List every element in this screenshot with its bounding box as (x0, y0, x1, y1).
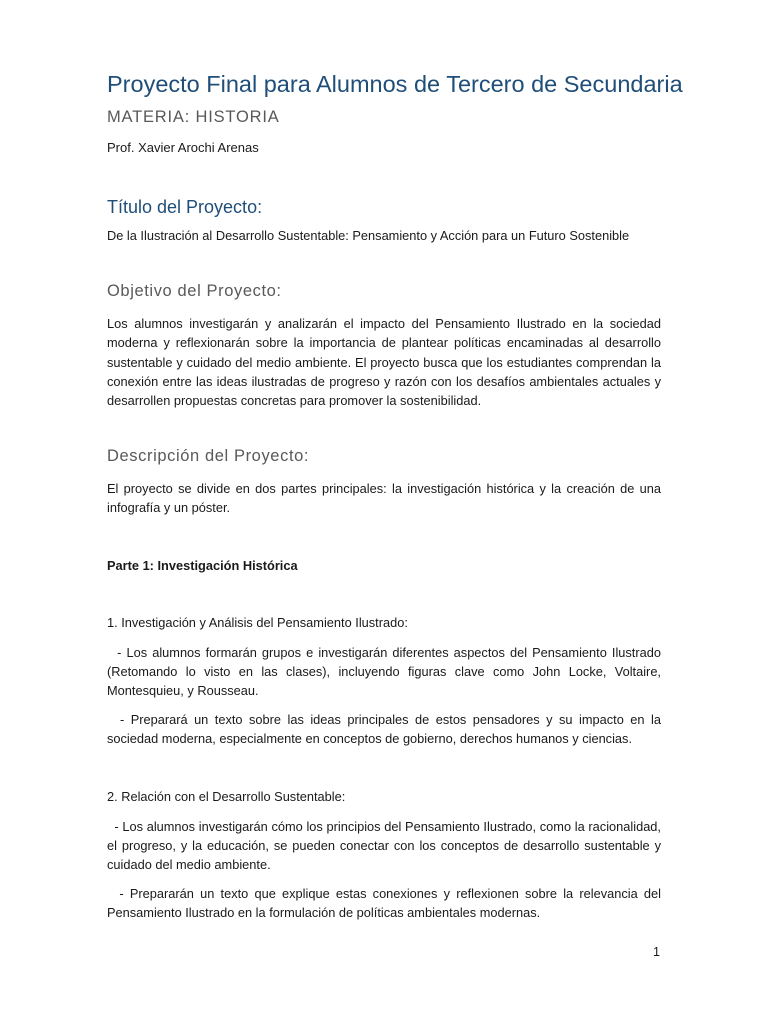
part1-item-1-bullet-2: - Preparará un texto sobre las ideas principales de estos pensadores y su impacto en la sociedad moderna, especialmente en conceptos de gobierno, derechos humanos y ciencias. (107, 712, 665, 747)
document-title: Proyecto Final para Alumnos de Tercero de Secundaria (107, 71, 683, 97)
objective-heading: Objetivo del Proyecto: (107, 282, 282, 301)
part1-heading: Parte 1: Investigación Histórica (107, 557, 298, 573)
subject-subtitle: MATERIA: HISTORIA (107, 108, 280, 126)
project-title-heading: Título del Proyecto: (107, 197, 263, 217)
description-text: El proyecto se divide en dos partes principales: la investigación histórica y la creación de una infografía y un póster. (107, 481, 661, 516)
objective-text: Los alumnos investigarán y analizarán el impacto del Pensamiento Ilustrado en la sociedad moderna y reflexionarán sobre la importancia de plantear políticas encaminadas al desarrollo sustentable y cuidado del medio ambiente. El proyecto busca que los estudiantes comprendan la conexión entre las ideas ilustradas de progreso y razón con los desafíos ambientales actuales y desarrollen propuestas concretas para promover la sostenibilidad. (107, 316, 661, 409)
document-body (107, 68, 683, 923)
description-heading: Descripción del Proyecto: (107, 447, 310, 466)
part1-item-2-title: 2. Relación con el Desarrollo Sustentable: (107, 788, 346, 804)
part1-item-2-bullet-1: - Los alumnos investigarán cómo los principios del Pensamiento Ilustrado, como la racionalidad, el progreso, y la educación, se pueden conectar con los conceptos de desarrollo sustentable y cuidado del medio ambiente. (107, 818, 665, 873)
part1-item-1-bullet-1: - Los alumnos formarán grupos e investigarán diferentes aspectos del Pensamiento Ilustrado (Retomando lo visto en las clases), incluyendo figuras clave como John Locke, Voltaire, Montesquieu, y Rousseau. (107, 644, 665, 699)
author-line: Prof. Xavier Arochi Arenas (107, 140, 259, 155)
part1-item-2-bullet-2: - Prepararán un texto que explique estas conexiones y reflexionen sobre la relevancia del Pensamiento Ilustrado en la formulación de políticas ambientales modernas. (107, 886, 665, 921)
page-number: 1 (653, 945, 660, 959)
project-title-text: De la Ilustración al Desarrollo Sustentable: Pensamiento y Acción para un Futuro Sostenible (107, 228, 630, 243)
part1-item-1-title: 1. Investigación y Análisis del Pensamiento Ilustrado: (107, 614, 408, 630)
